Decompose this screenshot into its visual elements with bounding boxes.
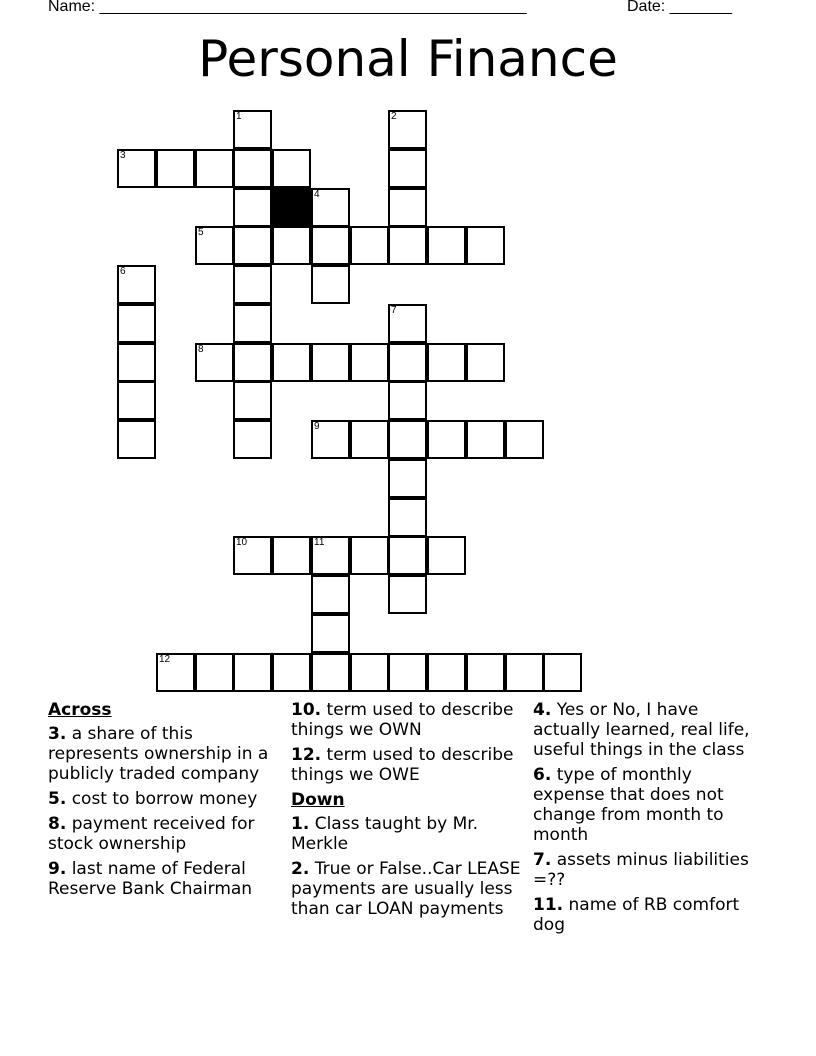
- grid-cell[interactable]: [311, 343, 350, 382]
- clue-number-label: 7.: [533, 850, 552, 870]
- clue-number: 11: [314, 537, 325, 548]
- clue-number: 7: [391, 305, 397, 316]
- grid-cell[interactable]: [233, 304, 272, 343]
- clue-text: name of RB comfort dog: [533, 895, 740, 935]
- grid-cell[interactable]: [117, 265, 156, 304]
- clue-number-label: 2.: [291, 859, 310, 879]
- grid-cell[interactable]: [156, 149, 195, 188]
- grid-cell[interactable]: [233, 110, 272, 149]
- clue-number: 2: [391, 111, 397, 122]
- grid-cell[interactable]: [388, 575, 427, 614]
- clue-number: 1: [236, 111, 242, 122]
- grid-cell[interactable]: [311, 188, 350, 227]
- grid-cell[interactable]: [233, 420, 272, 459]
- clue-text: True or False..Car LEASE payments are usually less than car LOAN payments: [291, 859, 521, 919]
- clue-text: Class taught by Mr. Merkle: [291, 814, 479, 854]
- grid-cell[interactable]: [350, 343, 389, 382]
- grid-cell[interactable]: [311, 653, 350, 692]
- grid-cell[interactable]: [466, 226, 505, 265]
- clue-item: [291, 814, 523, 854]
- clue-item: [291, 700, 523, 740]
- clue-column-2: [291, 700, 523, 924]
- grid-cell[interactable]: [311, 226, 350, 265]
- grid-cell[interactable]: [388, 226, 427, 265]
- clue-text: term used to describe things we OWN: [291, 700, 514, 740]
- clue-number: 10: [236, 537, 248, 548]
- clue-text: assets minus liabilities =??: [533, 850, 749, 890]
- grid-cell[interactable]: [388, 381, 427, 420]
- clue-number: 5: [198, 227, 204, 238]
- name-field: Name: ________________________________________________: [48, 0, 527, 15]
- grid-cell[interactable]: [311, 575, 350, 614]
- grid-cell[interactable]: [466, 420, 505, 459]
- grid-cell[interactable]: [272, 653, 311, 692]
- clue-column-3: [533, 700, 765, 940]
- clue-number: 9: [314, 421, 320, 432]
- clue-column-1: [48, 700, 284, 904]
- grid-cell[interactable]: [427, 536, 466, 575]
- grid-cell[interactable]: [272, 536, 311, 575]
- grid-cell[interactable]: [466, 653, 505, 692]
- grid-cell[interactable]: [195, 653, 234, 692]
- grid-cell[interactable]: [388, 304, 427, 343]
- grid-cell[interactable]: [311, 536, 350, 575]
- grid-cell[interactable]: [388, 420, 427, 459]
- grid-cell[interactable]: [388, 149, 427, 188]
- clue-number-label: 5.: [48, 789, 67, 809]
- grid-cell[interactable]: [466, 343, 505, 382]
- grid-cell[interactable]: [427, 653, 466, 692]
- grid-cell[interactable]: [388, 459, 427, 498]
- clue-item: [48, 859, 284, 899]
- clue-number: 6: [120, 266, 126, 277]
- clue-number: 4: [314, 189, 320, 200]
- grid-cell[interactable]: [272, 149, 311, 188]
- grid-cell[interactable]: [350, 536, 389, 575]
- grid-cell[interactable]: [543, 653, 582, 692]
- grid-cell[interactable]: [233, 653, 272, 692]
- grid-cell[interactable]: [427, 343, 466, 382]
- clue-item: [291, 859, 523, 919]
- clue-number-label: 12.: [291, 745, 322, 765]
- clue-item: [291, 745, 523, 785]
- clue-item: [48, 724, 284, 784]
- grid-cell[interactable]: [117, 381, 156, 420]
- black-cell: [272, 188, 311, 227]
- grid-cell[interactable]: [195, 343, 234, 382]
- clue-text: payment received for stock ownership: [48, 814, 255, 854]
- grid-cell[interactable]: [350, 226, 389, 265]
- clue-number-label: 9.: [48, 859, 67, 879]
- grid-cell[interactable]: [117, 343, 156, 382]
- clue-item: [533, 850, 765, 890]
- grid-cell[interactable]: [156, 653, 195, 692]
- across-heading: Across: [48, 700, 112, 720]
- down-heading: Down: [291, 790, 345, 810]
- clue-item: [533, 700, 765, 760]
- grid-cell[interactable]: [233, 188, 272, 227]
- clue-number-label: 8.: [48, 814, 67, 834]
- grid-cell[interactable]: [427, 420, 466, 459]
- clue-text: last name of Federal Reserve Bank Chairman: [48, 859, 253, 899]
- clue-text: cost to borrow money: [66, 789, 258, 809]
- clue-number-label: 10.: [291, 700, 322, 720]
- grid-cell[interactable]: [350, 420, 389, 459]
- grid-cell[interactable]: [388, 188, 427, 227]
- clue-number: 3: [120, 150, 126, 161]
- grid-cell[interactable]: [272, 343, 311, 382]
- clue-item: [533, 895, 765, 935]
- grid-cell[interactable]: [117, 304, 156, 343]
- clue-number-label: 3.: [48, 724, 67, 744]
- grid-cell[interactable]: [388, 110, 427, 149]
- clue-text: type of monthly expense that does not change from month to month: [533, 765, 724, 845]
- grid-cell[interactable]: [388, 498, 427, 537]
- clue-number-label: 6.: [533, 765, 552, 785]
- grid-cell[interactable]: [311, 265, 350, 304]
- grid-cell[interactable]: [388, 343, 427, 382]
- grid-cell[interactable]: [272, 226, 311, 265]
- grid-cell[interactable]: [233, 343, 272, 382]
- grid-cell[interactable]: [233, 381, 272, 420]
- date-field: Date: _______: [627, 0, 732, 15]
- grid-cell[interactable]: [350, 653, 389, 692]
- grid-cell[interactable]: [233, 265, 272, 304]
- grid-cell[interactable]: [233, 226, 272, 265]
- grid-cell[interactable]: [388, 653, 427, 692]
- clue-item: [48, 789, 284, 809]
- clue-number-label: 1.: [291, 814, 310, 834]
- grid-cell[interactable]: [117, 420, 156, 459]
- grid-cell[interactable]: [195, 149, 234, 188]
- grid-cell[interactable]: [311, 614, 350, 653]
- grid-cell[interactable]: [505, 420, 544, 459]
- grid-cell[interactable]: [427, 226, 466, 265]
- grid-cell[interactable]: [388, 536, 427, 575]
- clue-number-label: 4.: [533, 700, 552, 720]
- clue-number: 8: [198, 344, 204, 355]
- grid-cell[interactable]: [505, 653, 544, 692]
- clue-text: a share of this represents ownership in a publicly traded company: [48, 724, 269, 784]
- clue-text: term used to describe things we OWE: [291, 745, 514, 785]
- grid-cell[interactable]: [311, 420, 350, 459]
- clue-number-label: 11.: [533, 895, 564, 915]
- clue-number: 12: [159, 654, 171, 665]
- clue-text: Yes or No, I have actually learned, real life, useful things in the class: [533, 700, 750, 760]
- grid-cell[interactable]: [233, 536, 272, 575]
- page-title: Personal Finance: [198, 30, 618, 88]
- clue-item: [533, 765, 765, 845]
- grid-cell[interactable]: [117, 149, 156, 188]
- grid-cell[interactable]: [195, 226, 234, 265]
- clue-item: [48, 814, 284, 854]
- grid-cell[interactable]: [233, 149, 272, 188]
